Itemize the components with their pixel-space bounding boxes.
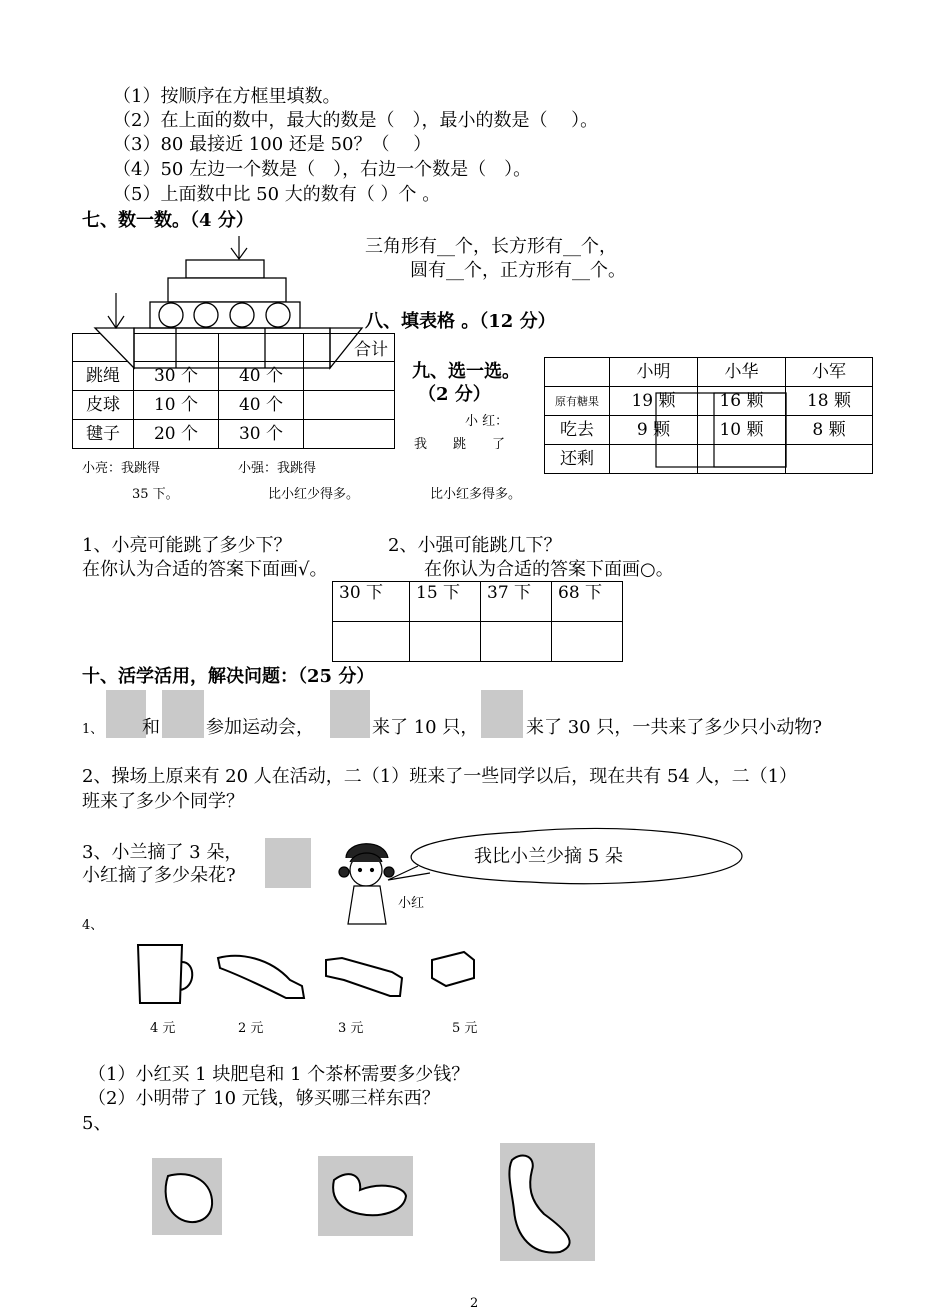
xiaohong-said: 我 跳 了 xyxy=(414,437,506,452)
section-8-title: 八、填表格 。（12 分） xyxy=(365,311,556,332)
q9-question-1: 1、小亮可能跳了多少下？ xyxy=(82,535,292,556)
q6-line-1: （1）按顺序在方框里填数。 xyxy=(113,86,341,107)
column-header: 小华 xyxy=(698,358,786,387)
cell: 19 颗 xyxy=(610,387,698,416)
q9-instruction-2: 在你认为合适的答案下面画○。 xyxy=(424,559,674,580)
column-header: 小军 xyxy=(786,358,873,387)
p4-number: 4、 xyxy=(82,918,104,933)
p2-line-1: 2、操场上原来有 20 人在活动，二（1）班来了一些同学以后，现在共有 54 人，二（1） xyxy=(82,766,798,787)
section-9-title: 九、选一选。 xyxy=(412,361,520,382)
p1-join: 参加运动会， xyxy=(206,717,314,738)
xiaohong-name: 小 红： xyxy=(465,414,509,429)
section-10-title: 十、活学活用，解决问题：（25 分） xyxy=(82,666,375,687)
cell: 30 个 xyxy=(219,420,304,449)
q9-question-2: 2、小强可能跳几下？ xyxy=(388,535,562,556)
girl-label: 小红 xyxy=(398,896,425,911)
option-cell: 68 下 xyxy=(552,582,623,622)
price-cup: 4 元 xyxy=(150,1021,176,1036)
cell: 8 颗 xyxy=(786,416,873,445)
cell: 20 个 xyxy=(134,420,219,449)
p2-line-2: 班来了多少个同学？ xyxy=(82,791,244,812)
price-soap: 5 元 xyxy=(452,1021,478,1036)
bubble-text: 我比小兰少摘 5 朵 xyxy=(474,846,623,867)
q6-line-4: （4）50 左边一个数是（ ），右边一个数是（ ）。 xyxy=(113,159,532,180)
cell: 9 颗 xyxy=(610,416,698,445)
cell: 10 个 xyxy=(134,391,219,420)
row-label: 原有糖果 xyxy=(545,387,610,416)
p4-question-1: （1）小红买 1 块肥皂和 1 个茶杯需要多少钱？ xyxy=(88,1064,470,1085)
cell: 30 个 xyxy=(134,362,219,391)
q9-instruction-1: 在你认为合适的答案下面画√。 xyxy=(82,559,328,580)
cell: 40 个 xyxy=(219,362,304,391)
p3-line-1: 3、小兰摘了 3 朵， xyxy=(82,842,243,863)
p4-question-2: （2）小明带了 10 元钱，够买哪三样东西？ xyxy=(88,1088,440,1109)
shape-count-line-1: 三角形有__个，长方形有__个， xyxy=(365,236,617,257)
page-number: 2 xyxy=(470,1296,479,1311)
more-than-text: 比小红多得多。 xyxy=(430,487,522,502)
price-toothbrush: 2 元 xyxy=(238,1021,264,1036)
option-cell: 15 下 xyxy=(410,582,481,622)
section-7-title: 七、数一数。（4 分） xyxy=(82,210,254,231)
section-9-points: （2 分） xyxy=(418,384,491,405)
p3-line-2: 小红摘了多少朵花? xyxy=(82,865,236,886)
total-header: 合计 xyxy=(304,334,395,362)
q6-line-3: （3）80 最接近 100 还是 50？（ ） xyxy=(113,134,432,155)
option-cell: 30 下 xyxy=(333,582,410,622)
p1-number: 1、 xyxy=(82,722,104,737)
xiaoqiang-text: 小强：我跳得 xyxy=(238,461,317,476)
xiaoliang-text: 小亮：我跳得 xyxy=(82,461,161,476)
q6-line-2: （2）在上面的数中，最大的数是（ ），最小的数是（ ）。 xyxy=(113,110,599,131)
q6-line-5: （5）上面数中比 50 大的数有（ ）个 。 xyxy=(113,184,441,205)
less-than-text: 比小红少得多。 xyxy=(268,487,360,502)
column-header: 小明 xyxy=(610,358,698,387)
row-label: 皮球 xyxy=(73,391,134,420)
option-cell: 37 下 xyxy=(481,582,552,622)
cell: 16 颗 xyxy=(698,387,786,416)
row-label: 毽子 xyxy=(73,420,134,449)
price-toothpaste: 3 元 xyxy=(338,1021,364,1036)
cell: 10 颗 xyxy=(698,416,786,445)
p1-rabbits: 来了 10 只， xyxy=(372,717,479,738)
cell: 18 颗 xyxy=(786,387,873,416)
xiaohong-number: 35 下。 xyxy=(132,487,179,502)
row-label: 吃去 xyxy=(545,416,610,445)
row-label: 跳绳 xyxy=(73,362,134,391)
row-label: 还剩 xyxy=(545,445,610,474)
p1-and: 和 xyxy=(142,717,160,738)
p5-number: 5、 xyxy=(82,1113,112,1134)
shape-count-line-2: 圆有__个，正方形有__个。 xyxy=(410,260,626,281)
cell: 40 个 xyxy=(219,391,304,420)
p1-monkeys: 来了 30 只，一共来了多少只小动物? xyxy=(526,717,822,738)
